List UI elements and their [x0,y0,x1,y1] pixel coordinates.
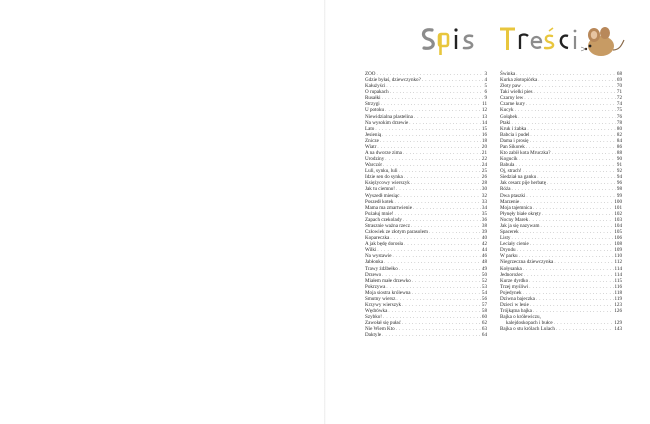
toc-entry-title: Leciały cienie [500,241,529,248]
toc-entry-title: Spacerek [500,229,519,236]
toc-entry-page: 129 [614,320,622,327]
toc-entry-page: 28 [481,180,487,187]
toc-entry-title: Kruk i żabka [500,125,527,132]
toc-entry-page: 20 [481,143,487,150]
toc-entry-page: 50 [481,271,487,278]
toc-entry-page: 92 [616,168,622,175]
toc-entry-page: 75 [616,107,622,114]
toc-entry-page: 143 [614,326,622,333]
toc-leader-dots [382,332,481,338]
toc-entry-page: 30 [481,186,487,193]
toc-entry-title: Księżycowy wierszyk [365,180,410,187]
toc-entry-page: 78 [616,119,622,126]
toc-entry-page: 80 [616,125,622,132]
toc-entry-page: 36 [481,216,487,223]
toc-entry-title: Jak cesarz pije herbatę [500,180,546,187]
toc-entry-title: Lato [365,125,375,132]
heading-word-spis [418,26,488,58]
toc-entry-title: Jak tu ciemno! [365,186,395,193]
toc-entry-title: Moja siostra królewna [365,289,411,296]
toc-entry-page: 103 [614,216,622,223]
toc-entry-title: W parku [500,253,518,260]
toc-entry-title: Pojedynek [500,289,522,296]
toc-entry-title: Rusałki [365,95,381,102]
toc-entry-page: 100 [614,198,622,205]
toc-entry-title: Kałużyści [365,83,386,90]
toc-entry-page: 44 [481,247,487,254]
toc-entry-title: Niegrzeczna dziewczynka [500,259,554,266]
toc-entry-page: 12 [481,107,487,114]
toc-entry-title: Nie Wiem Kto [365,326,395,333]
toc-entry-page: 94 [616,174,622,181]
toc-entry-title: Kołysanka [500,265,522,272]
toc-entry-page: 24 [481,162,487,169]
toc-entry-page: 48 [481,259,487,266]
toc-entry-page: 14 [481,119,487,126]
toc-entry-page: 35 [481,210,487,217]
toc-entry-title: Moja tajemnica [500,204,532,211]
toc-entry-title: Pan Sikorek [500,143,525,150]
toc-entry-title: Pożałuj mnie! [365,210,394,217]
toc-entry-title: Strasznie ważna rzecz [365,222,410,229]
toc-entry-title: Babcia i pudel [500,131,530,138]
toc-entry-title: Smutny wiersz [365,295,396,302]
toc-entry-title: Jak ja się nazywam [500,222,540,229]
toc-entry-title: Marzenie [500,198,520,205]
toc-entry-title: Kopareczka [365,235,390,242]
toc-entry-page: 40 [481,235,487,242]
toc-entry-title: Świnka [500,71,516,77]
toc-entry-title: Poszedł kotek [365,198,394,205]
toc-entry-title: Róża [500,186,511,193]
toc-entry-page: 25 [481,168,487,175]
toc-entry-page: 91 [616,162,622,169]
toc-entry-page: 5 [484,83,487,90]
toc-entry-page: 106 [614,235,622,242]
toc-entry-title: Siedział na ganku [500,174,537,181]
toc-entry-page: 42 [481,241,487,248]
toc-entry-title: Bajka o stu królach Lulach [500,326,555,333]
toc-entry-page: 70 [616,83,622,90]
toc-entry-title: Idzie sen do synka [365,174,403,181]
toc-entry-page: 119 [614,295,622,302]
book-gutter [324,0,326,424]
toc-entry-page: 76 [616,113,622,120]
toc-entry-page: 64 [481,332,487,339]
toc-entry-title: Gołąbek [500,113,518,120]
toc-entry-page: 18 [481,137,487,144]
toc-entry-page: 13 [481,113,487,120]
toc-entry-page: 118 [614,289,622,296]
toc-entry-title: Mama ma zmartwienie [365,204,412,211]
toc-column-left [365,71,487,338]
toc-entry-title: ZOO [365,71,376,77]
toc-entry-title: Na wysokim drzewie [365,119,409,126]
toc-entry-page: 74 [616,101,622,108]
toc-entry-page: 16 [481,131,487,138]
toc-entry-title: Czarne kury [500,101,526,108]
toc-entry-title: Strzygi [365,101,380,108]
toc-entry-title: Luli, synku, luli [365,168,398,175]
toc-entry-page: 98 [616,186,622,193]
toc-entry-page: 11 [482,101,487,108]
toc-entry-page: 4 [484,77,487,84]
toc-column-right [500,71,622,332]
toc-entry-title: Drzewo [365,271,382,278]
toc-entry-page: 49 [481,265,487,272]
toc-entry-page: 88 [616,150,622,157]
toc-entry-page: 32 [481,192,487,199]
toc-entry-page: 86 [616,143,622,150]
toc-entry-title: Wyszedł miesiąc [365,192,400,199]
toc-entry-title: Kurze dyrdko [500,277,529,284]
toc-entry-page: 71 [616,89,622,96]
toc-entry-page: 104 [614,222,622,229]
toc-leader-dots [556,326,613,332]
toc-entry-page: 33 [481,198,487,205]
toc-entry-page: 57 [481,301,487,308]
toc-entry-title: Urodziny [365,156,385,163]
toc-entry-title: Kogucik [500,156,518,163]
toc-entry-page: 99 [616,192,622,199]
toc-entry [500,326,622,332]
toc-entry-page: 102 [614,210,622,217]
toc-entry-page: 114 [614,265,622,272]
toc-entry-page: 115 [614,277,622,284]
toc-entry-page: 126 [614,308,622,315]
toc-entry-page: 62 [481,320,487,327]
toc-entry-title: Zawołał się pułać [365,320,401,327]
toc-entry-page: 101 [614,204,622,211]
toc-entry-title: Kurka złotopiórka [500,77,538,84]
toc-entry-title: Zapach czekolady [365,216,402,223]
toc-entry-title: Wędrówka [365,308,388,315]
toc-entry-page: 9 [484,95,487,102]
toc-heading [418,20,623,64]
toc-entry-title: Jabłonka [365,259,384,266]
toc-entry-title: Człowiek ze złotym parasolem [365,229,428,236]
toc-leader-dots [533,308,613,314]
toc-entry-page: 26 [481,174,487,181]
toc-entry-page: 72 [616,95,622,102]
toc-entry-page: 68 [616,71,622,77]
toc-entry-title: Trawy źdźbełko [365,265,398,272]
toc-entry-page: 22 [481,156,487,163]
toc-entry-title: Kucyk [500,107,514,114]
toc-entry-title: Pokrzywa [365,283,386,290]
toc-entry-page: 114 [614,271,622,278]
toc-entry-title: Gdzie byłaś, dziewczynko? [365,77,421,84]
toc-entry-title: Wiatr [365,143,377,150]
toc-entry-title: Wilki [365,247,377,254]
toc-entry-title: Dryndu [500,247,516,254]
toc-entry-page: 90 [616,156,622,163]
toc-entry-page: 69 [616,77,622,84]
toc-entry-page: 108 [614,241,622,248]
toc-entry-title: Jesienią [365,131,382,138]
toc-entry-title: Kto zabił kota Mruczka? [500,150,551,157]
toc-entry-title: Niewidzialna plastelina [365,113,413,120]
toc-entry-page: 84 [616,137,622,144]
toc-entry-title: Dziwna bajeczka [500,295,535,302]
toc-entry-page: 52 [481,277,487,284]
toc-entry-page: 96 [616,180,622,187]
toc-entry-page: 105 [614,229,622,236]
toc-entry-title: A na dworze zima [365,150,402,157]
toc-entry-title: Miałem małe drzewko [365,277,411,284]
toc-entry-title: Płynęły białe okręty [500,210,542,217]
toc-entry-page: 123 [614,301,622,308]
toc-entry-page: 53 [481,283,487,290]
toc-entry-title: U potoku [365,107,385,114]
toc-entry-title: Daktyle [365,332,382,339]
toc-entry-title: Na wystawie [365,253,392,260]
toc-entry-page: 46 [481,253,487,260]
toc-entry-title: Krzywy wierszyk [365,301,402,308]
toc-entry-title: Taki wielki pies [500,89,533,96]
toc-entry-page: 109 [614,247,622,254]
toc-entry-page: 58 [481,308,487,315]
toc-entry-title: Warczór [365,162,383,169]
toc-entry-title: Dama i prosię [500,137,529,144]
toc-entry-title: Znicze [365,137,379,144]
toc-entry-page: 15 [481,125,487,132]
toc-entry-page: 21 [481,150,487,157]
toc-entry-page: 82 [616,131,622,138]
toc-entry-page: 39 [481,229,487,236]
toc-entry-title: Ptaki [500,119,511,126]
toc-entry-title: Czarny lew [500,95,524,102]
toc-entry-page: 56 [481,295,487,302]
toc-entry-title: Babula [500,162,515,169]
toc-entry-page: 38 [481,222,487,229]
toc-entry-title: Oj, strach! [500,168,522,175]
toc-entry-title: O rupakach [365,89,389,96]
toc-entry-page: 6 [484,89,487,96]
toc-entry-page: 112 [614,259,622,266]
toc-entry-title: Bajka o królewiczu, [500,314,541,321]
toc-entry-title: Dwa ptaszki [500,192,526,199]
toc-entry-title: Jednorożec [500,271,523,278]
toc-entry-title: Listy [500,235,511,242]
toc-entry-page: 60 [481,314,487,321]
toc-entry-title: Trójkątna bajka [500,308,532,315]
toc-entry-title: kalejdoskopach i bułce [506,320,553,327]
toc-entry-page: 63 [481,326,487,333]
toc-entry-title: Szybko! [365,314,382,321]
toc-entry-page: 34 [481,204,487,211]
toc-entry-title: Nocny Marek [500,216,529,223]
toc-entry-page: 110 [614,253,622,260]
toc-entry-page: 54 [481,289,487,296]
toc-entry [365,332,487,338]
toc-entry-page: 116 [614,283,622,290]
toc-entry-page: 3 [484,71,487,77]
mouse-icon [580,20,626,64]
toc-entry-title: Złoty paw [500,83,521,90]
toc-entry-title: Dzieci w lesie [500,301,529,308]
toc-entry-title: A jak będę dorosła [365,241,404,248]
toc-entry-title: Trzej myśliwi [500,283,529,290]
